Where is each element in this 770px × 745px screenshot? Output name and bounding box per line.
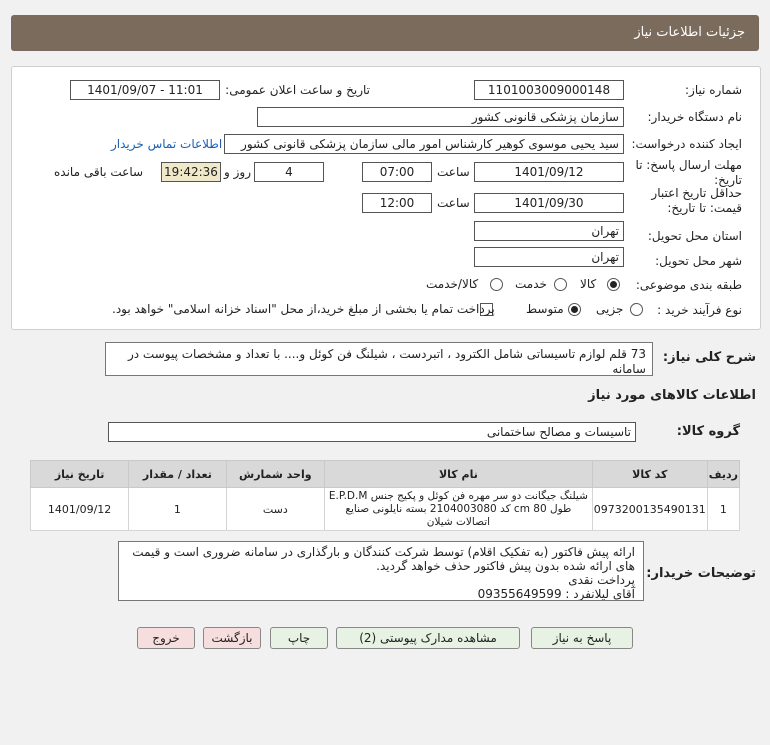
remaining-label: ساعت باقی مانده <box>54 165 144 179</box>
page-title: جزئیات اطلاعات نیاز <box>634 25 745 40</box>
deadline-date-field: 1401/09/12 <box>474 162 624 182</box>
creator-field: سید یحیی موسوی کوهیر کارشناس امور مالی سازمان پزشکی قانونی کشور <box>224 134 624 154</box>
col-date: تاریخ نیاز <box>31 461 129 488</box>
validity-time-field: 12:00 <box>362 193 432 213</box>
buyer-notes-box <box>118 541 644 601</box>
buyer-notes-label: توضیحات خریدار: <box>646 566 756 581</box>
validity-date-field: 1401/09/30 <box>474 193 624 213</box>
category-label: طبقه بندی موضوعی: <box>635 278 742 292</box>
days-field: 4 <box>254 162 324 182</box>
category-both-radio[interactable] <box>490 278 503 291</box>
need-number-label: شماره نیاز: <box>685 83 742 97</box>
buyer-notes-line: پرداخت نقدی <box>568 573 635 587</box>
buyer-notes-line: ارائه پیش فاکتور (به تفکیک اقلام) توسط شرکت کنندگان و بارگذاری در سامانه ضروری است و قیمت <box>132 545 635 559</box>
payment-note: پرداخت تمام یا بخشی از مبلغ خرید،از محل "اسناد خزانه اسلامی" خواهد بود. <box>112 302 495 316</box>
process-medium-radio[interactable] <box>568 303 581 316</box>
cell-name: شیلنگ جیگانت دو سر مهره فن کوئل و پکیج جنس E.P.D.M طول 80 cm کد 2104003080 بسته نایلونی صنایع اتصالات شیلان <box>325 488 593 531</box>
category-service-radio[interactable] <box>554 278 567 291</box>
deadline-time-label: ساعت <box>437 165 470 179</box>
goods-section-title: اطلاعات کالاهای مورد نیاز <box>588 388 756 403</box>
reply-button[interactable]: پاسخ به نیاز <box>531 627 633 649</box>
process-minor-radio[interactable] <box>630 303 643 316</box>
category-service-label: خدمت <box>515 277 547 291</box>
col-name: نام کالا <box>325 461 593 488</box>
category-goods-radio[interactable] <box>607 278 620 291</box>
goods-group-field: تاسیسات و مصالح ساختمانی <box>108 422 636 442</box>
remaining-time-field: 19:42:36 <box>161 162 221 182</box>
table-row <box>31 488 740 531</box>
process-medium-label: متوسط <box>526 302 564 316</box>
goods-group-label: گروه کالا: <box>676 424 740 439</box>
exit-button[interactable]: خروج <box>137 627 195 649</box>
cell-row: 1 <box>707 488 739 531</box>
buyer-org-field: سازمان پزشکی قانونی کشور <box>257 107 624 127</box>
province-field: تهران <box>474 221 624 241</box>
creator-label: ایجاد کننده درخواست: <box>631 137 742 151</box>
category-both-label: کالا/خدمت <box>426 277 479 291</box>
buyer-notes-line: آقای لیلانفرد : 09355649599 <box>477 587 635 601</box>
city-label: شهر محل تحویل: <box>655 254 742 268</box>
need-number-field: 1101003009000148 <box>474 80 624 100</box>
process-label: نوع فرآیند خرید : <box>657 303 742 317</box>
description-label: شرح کلی نیاز: <box>662 350 756 365</box>
page-title-bar <box>11 15 759 51</box>
category-goods-label: کالا <box>580 277 597 291</box>
buyer-notes-line: های ارائه شده بدون پیش فاکتور حذف خواهد گردید. <box>376 559 635 573</box>
cell-unit: دست <box>226 488 324 531</box>
deadline-time-field: 07:00 <box>362 162 432 182</box>
cell-code: 0973200135490131 <box>592 488 707 531</box>
contact-info-link[interactable]: اطلاعات تماس خریدار <box>111 137 223 151</box>
city-field: تهران <box>474 247 624 267</box>
buyer-org-label: نام دستگاه خریدار: <box>647 110 742 124</box>
print-button[interactable]: چاپ <box>270 627 328 649</box>
description-text: 73 قلم لوازم تاسیساتی شامل الکترود ، اتبردست ، شیلنگ فن کوئل و.... با تعداد و مشخصات پیوست در سامانه <box>105 342 653 376</box>
attachments-button[interactable]: مشاهده مدارک پیوستی (2) <box>336 627 520 649</box>
announce-field: 1401/09/07 - 11:01 <box>70 80 220 100</box>
validity-label: حداقل تاریخ اعتبار قیمت: تا تاریخ: <box>651 186 742 215</box>
goods-table-header <box>31 461 740 488</box>
province-label: استان محل تحویل: <box>647 229 742 243</box>
validity-time-label: ساعت <box>437 196 470 210</box>
goods-table <box>30 460 740 531</box>
deadline-label: مهلت ارسال پاسخ: تا تاریخ: <box>635 158 742 187</box>
days-label: روز و <box>224 165 251 179</box>
announce-label: تاریخ و ساعت اعلان عمومی: <box>225 83 370 97</box>
col-unit: واحد شمارش <box>226 461 324 488</box>
process-minor-label: جزیی <box>596 302 624 316</box>
back-button[interactable]: بازگشت <box>203 627 261 649</box>
cell-date: 1401/09/12 <box>31 488 129 531</box>
cell-qty: 1 <box>129 488 226 531</box>
col-code: کد کالا <box>592 461 707 488</box>
need-details-panel <box>11 66 761 330</box>
col-qty: تعداد / مقدار <box>129 461 226 488</box>
col-row: ردیف <box>707 461 739 488</box>
